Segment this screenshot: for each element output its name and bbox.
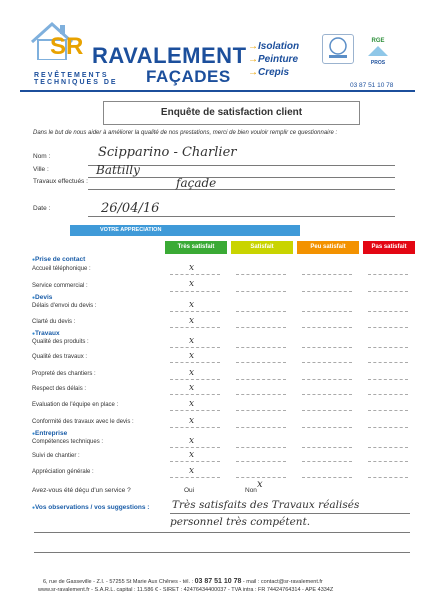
rating-cell-line — [236, 311, 286, 312]
page-title: Enquête de satisfaction client — [103, 101, 360, 125]
section-entreprise: ● Entreprise — [32, 430, 67, 437]
rating-cell-line — [368, 291, 408, 292]
service-crepis: → Crepis — [248, 67, 289, 78]
deception-question: Avez-vous été déçu d'un service ? — [32, 487, 131, 494]
tres-satisfait-tick[interactable]: x — [189, 336, 195, 346]
rating-cell-line — [236, 461, 286, 462]
row-conformite: Conformité des travaux avec le devis : — [32, 419, 134, 425]
header-divider — [20, 90, 415, 92]
rating-cell-line — [236, 362, 286, 363]
row-suivi: Suivi de chantier : — [32, 453, 80, 459]
rating-cell-line — [170, 274, 220, 275]
travaux-label: Travaux effectués : — [33, 178, 88, 185]
footer-mail: - mail : contact@sr-ravalement.fr — [242, 579, 323, 585]
rating-cell-line — [368, 347, 408, 348]
col-peu-satisfait: Peu satisfait — [297, 241, 359, 254]
pros-label: PROS — [370, 60, 386, 66]
non-option[interactable]: Non — [245, 487, 257, 494]
rating-cell-line — [302, 461, 352, 462]
rating-cell-line — [170, 427, 220, 428]
rating-cell-line — [368, 427, 408, 428]
rating-cell-line — [368, 447, 408, 448]
rating-cell-line — [170, 311, 220, 312]
row-qualite-travaux: Qualité des travaux : — [32, 354, 88, 360]
row-qualite-produits: Qualité des produits : — [32, 339, 89, 345]
rating-cell-line — [170, 291, 220, 292]
appreciation-banner: VOTRE APPRECIATION — [70, 225, 300, 236]
tres-satisfait-tick[interactable]: x — [189, 263, 195, 273]
rating-cell-line — [368, 477, 408, 478]
date-value[interactable]: 26/04/16 — [101, 201, 160, 216]
rating-cell-line — [170, 347, 220, 348]
oui-option[interactable]: Oui — [184, 487, 195, 494]
rating-cell-line — [236, 410, 286, 411]
rating-cell-line — [170, 410, 220, 411]
rating-cell-line — [302, 311, 352, 312]
travaux-value[interactable]: façade — [176, 176, 217, 190]
tres-satisfait-tick[interactable]: x — [189, 416, 195, 426]
observations-rule-3 — [34, 552, 410, 553]
rating-cell-line — [368, 274, 408, 275]
rge-badge — [366, 38, 390, 66]
brand-subtitle-2: TECHNIQUES DE — [34, 79, 118, 86]
tres-satisfait-tick[interactable]: x — [189, 279, 195, 289]
rating-cell-line — [236, 379, 286, 380]
observations-line-2[interactable]: personnel très compétent. — [170, 516, 311, 528]
rating-cell-line — [368, 394, 408, 395]
rating-cell-line — [368, 461, 408, 462]
rating-cell-line — [368, 327, 408, 328]
rating-cell-line — [170, 447, 220, 448]
section-prise-de-contact: ● Prise de contact — [32, 256, 85, 263]
intro-text: Dans le but de nous aider à améliorer la qualité de nos prestations, merci de bien vouloir remplir ce questionnaire : — [33, 130, 338, 136]
col-satisfait: Satisfait — [231, 241, 293, 254]
rge-label: RGE — [371, 38, 385, 44]
rating-cell-line — [368, 410, 408, 411]
footer-line-1 — [43, 578, 323, 585]
section-devis: ● Devis — [32, 294, 52, 301]
observations-rule-2 — [34, 532, 410, 533]
rating-cell-line — [170, 362, 220, 363]
rating-cell-line — [170, 327, 220, 328]
tres-satisfait-tick[interactable]: x — [189, 399, 195, 409]
tres-satisfait-tick[interactable]: x — [189, 466, 195, 476]
rating-cell-line — [236, 347, 286, 348]
row-clarte-devis: Clarté du devis : — [32, 319, 76, 325]
footer-address: 6, rue de Gasseville - Z.I. - 57255 St Marie Aux Chênes - tél. : — [43, 579, 194, 585]
rating-cell-line — [236, 327, 286, 328]
date-label: Date : — [33, 205, 51, 212]
rating-cell-line — [236, 394, 286, 395]
tres-satisfait-tick[interactable]: x — [189, 368, 195, 378]
header-phone: 03 87 51 10 78 — [350, 82, 394, 89]
tres-satisfait-tick[interactable]: x — [189, 351, 195, 361]
service-peinture: → Peinture — [248, 54, 298, 65]
rating-cell-line — [302, 347, 352, 348]
rating-cell-line — [170, 379, 220, 380]
rating-cell-line — [302, 410, 352, 411]
ville-value[interactable]: Battilly — [96, 163, 140, 177]
brand-name: RAVALEMENT — [92, 43, 247, 68]
rating-cell-line — [302, 291, 352, 292]
non-answer-mark: x — [257, 479, 263, 490]
rating-cell-line — [302, 447, 352, 448]
rating-cell-line — [368, 362, 408, 363]
rating-cell-line — [236, 447, 286, 448]
date-line — [88, 216, 395, 217]
footer-line-2: www.sr-ravalement.fr - S.A.R.L. capital : 11.586 € - SIRET : 42476434400037 - TVA intra : FR 74424764314 - APE 4334Z — [38, 587, 334, 593]
col-pas-satisfait: Pas satisfait — [363, 241, 415, 254]
rating-cell-line — [302, 362, 352, 363]
row-service-commercial: Service commercial : — [32, 283, 88, 289]
observations-line-1[interactable]: Très satisfaits des Travaux réalisés — [172, 499, 360, 511]
row-competences: Compétences techniques : — [32, 439, 104, 445]
tres-satisfait-tick[interactable]: x — [189, 383, 195, 393]
row-accueil: Accueil téléphonique : — [32, 266, 91, 272]
footer-phone: 03 87 51 10 78 — [194, 578, 242, 585]
certification-badge — [322, 34, 354, 64]
rating-cell-line — [302, 274, 352, 275]
logo-mark: SR — [50, 33, 84, 60]
travaux-line — [88, 189, 395, 190]
rating-cell-line — [302, 379, 352, 380]
rating-cell-line — [170, 477, 220, 478]
row-delais-devis: Délais d'envoi du devis : — [32, 303, 97, 309]
rating-cell-line — [236, 274, 286, 275]
rating-cell-line — [236, 291, 286, 292]
tres-satisfait-tick[interactable]: x — [189, 316, 195, 326]
row-appreciation: Appréciation générale : — [32, 469, 94, 475]
nom-label: Nom : — [33, 153, 51, 160]
observations-rule-1 — [170, 513, 410, 514]
rating-cell-line — [302, 327, 352, 328]
tres-satisfait-tick[interactable]: x — [189, 436, 195, 446]
rating-cell-line — [368, 379, 408, 380]
rating-cell-line — [368, 311, 408, 312]
rating-cell-line — [302, 427, 352, 428]
brand-subtitle-1: REVÊTEMENTS — [34, 72, 109, 79]
row-proprete: Propreté des chantiers : — [32, 371, 96, 377]
col-tres-satisfait: Très satisfait — [165, 241, 227, 254]
observations-label: ● Vos observations / vos suggestions : — [32, 504, 149, 511]
tres-satisfait-tick[interactable]: x — [189, 300, 195, 310]
rating-cell-line — [302, 477, 352, 478]
rating-cell-line — [236, 477, 286, 478]
service-isolation: → Isolation — [248, 41, 299, 52]
row-respect-delais: Respect des délais : — [32, 386, 87, 392]
ville-line — [88, 177, 395, 178]
rating-cell-line — [170, 461, 220, 462]
row-evaluation-equipe: Evaluation de l'équipe en place : — [32, 402, 119, 408]
nom-value[interactable]: Scipparino - Charlier — [98, 145, 237, 160]
tres-satisfait-tick[interactable]: x — [189, 450, 195, 460]
brand-facades: FAÇADES — [146, 67, 231, 86]
section-travaux: ● Travaux — [32, 330, 60, 337]
ville-label: Ville : — [33, 166, 49, 173]
rating-cell-line — [302, 394, 352, 395]
rating-cell-line — [236, 427, 286, 428]
rating-cell-line — [170, 394, 220, 395]
